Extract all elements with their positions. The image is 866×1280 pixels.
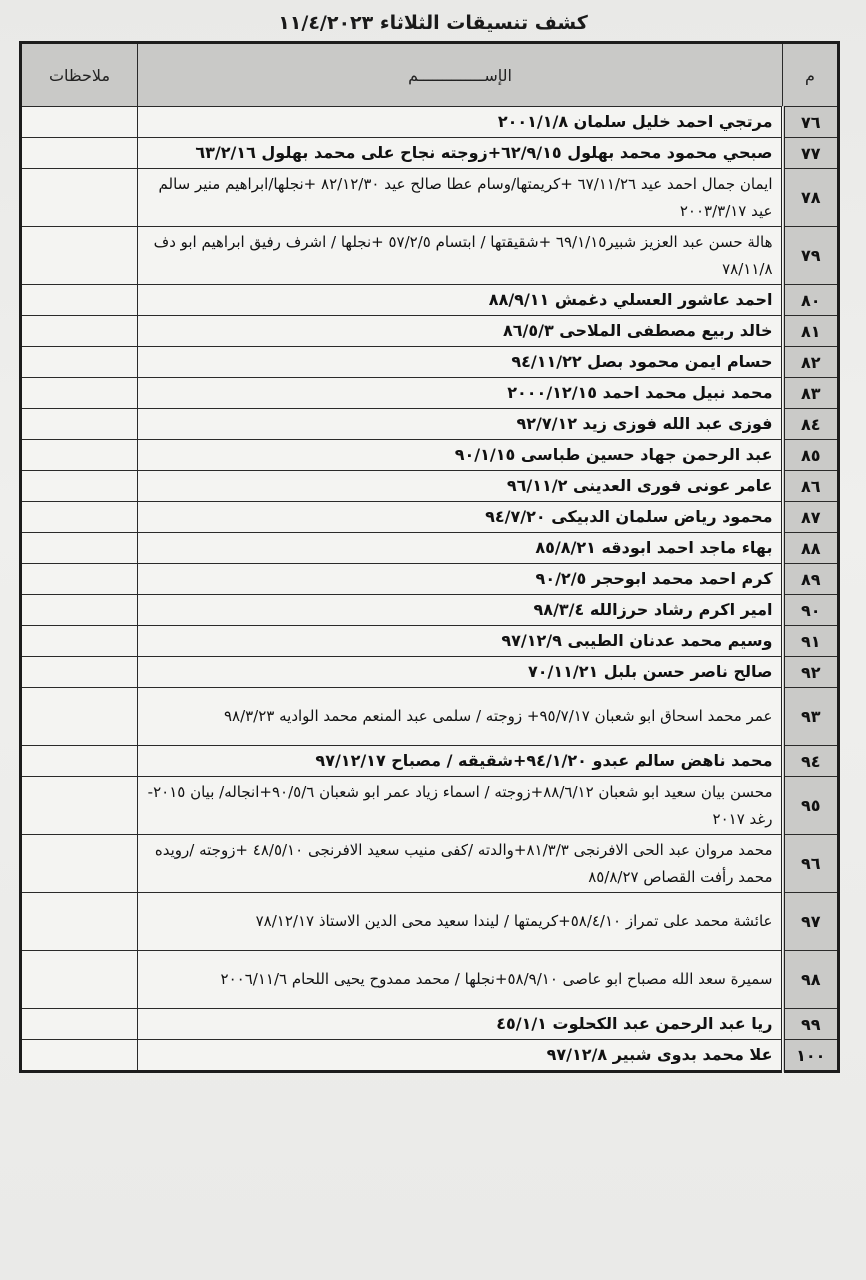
row-name: سميرة سعد الله مصباح ابو عاصى ٥٨/٩/١٠+نجلها / محمد ممدوح يحيى اللحام ٢٠٠٦/١١/٦ [138,951,783,1009]
row-notes [21,951,138,1009]
row-notes [21,746,138,777]
row-name: وسيم محمد عدنان الطيبى ٩٧/١٢/٩ [138,626,783,657]
row-notes [21,138,138,169]
table-row [21,688,839,746]
row-notes [21,227,138,285]
row-number: ٨١ [783,316,839,347]
row-name: مرتجي احمد خليل سلمان ٢٠٠١/١/٨ [138,107,783,138]
row-notes [21,777,138,835]
row-number: ٧٦ [783,107,839,138]
table-row [21,107,839,138]
row-notes [21,347,138,378]
row-notes [21,169,138,227]
row-number: ٨٣ [783,378,839,409]
table-row [21,835,839,893]
row-number: ٧٧ [783,138,839,169]
table-row [21,951,839,1009]
table-row [21,502,839,533]
table-row [21,657,839,688]
row-name: ايمان جمال احمد عيد ٦٧/١١/٢٦ +كريمتها/وسام عطا صالح عيد ٨٢/١٢/٣٠ +نجلها/ابراهيم منير سالم عيد ٢٠٠٣/٣/١٧ [138,169,783,227]
row-name: امير اكرم رشاد حرزالله ٩٨/٣/٤ [138,595,783,626]
row-number: ٨٥ [783,440,839,471]
row-name: حسام ايمن محمود بصل ٩٤/١١/٢٢ [138,347,783,378]
row-notes [21,893,138,951]
table-row [21,1040,839,1072]
table-row [21,347,839,378]
table-row [21,471,839,502]
table-row [21,564,839,595]
row-number: ٩٣ [783,688,839,746]
row-name: فوزى عبد الله فوزى زيد ٩٢/٧/١٢ [138,409,783,440]
row-name: محمد نبيل محمد احمد ٢٠٠٠/١٢/١٥ [138,378,783,409]
row-name: محمود رياض سلمان الدبيكى ٩٤/٧/٢٠ [138,502,783,533]
table-row [21,285,839,316]
row-notes [21,440,138,471]
row-name: علا محمد بدوى شبير ٩٧/١٢/٨ [138,1040,783,1072]
table-row [21,533,839,564]
row-number: ٩٦ [783,835,839,893]
row-notes [21,316,138,347]
row-name: خالد ربيع مصطفى الملاحى ٨٦/٥/٣ [138,316,783,347]
row-name: احمد عاشور العسلي دغمش ٨٨/٩/١١ [138,285,783,316]
table-row [21,378,839,409]
row-number: ٩١ [783,626,839,657]
table-row [21,227,839,285]
row-name: هالة حسن عبد العزيز شبير٦٩/١/١٥ +شقيقتها / ابتسام ٥٧/٢/٥ +نجلها / اشرف رفيق ابراهيم ابو دف ٧٨/١١/٨ [138,227,783,285]
row-number: ٧٨ [783,169,839,227]
row-name: عامر عونى فورى العدينى ٩٦/١١/٢ [138,471,783,502]
row-number: ٨٨ [783,533,839,564]
table-row [21,1009,839,1040]
row-name: عمر محمد اسحاق ابو شعبان ٩٥/٧/١٧+ زوجته / سلمى عبد المنعم محمد الواديه ٩٨/٣/٢٣ [138,688,783,746]
table-row [21,595,839,626]
row-notes [21,835,138,893]
row-number: ٨٠ [783,285,839,316]
row-notes [21,626,138,657]
row-notes [21,657,138,688]
table-header-row [21,43,839,107]
row-notes [21,595,138,626]
table-row [21,169,839,227]
row-notes [21,533,138,564]
table-row [21,316,839,347]
row-name: كرم احمد محمد ابوحجر ٩٠/٢/٥ [138,564,783,595]
column-header-name: الإســــــــــــــم [138,43,783,107]
row-notes [21,409,138,440]
row-number: ٩٢ [783,657,839,688]
table-row [21,746,839,777]
row-name: صالح ناصر حسن بلبل ٧٠/١١/٢١ [138,657,783,688]
table-row [21,440,839,471]
row-number: ٨٤ [783,409,839,440]
row-name: بهاء ماجد احمد ابودقه ٨٥/٨/٢١ [138,533,783,564]
table-row [21,777,839,835]
row-name: عائشة محمد على تمراز ٥٨/٤/١٠+كريمتها / ليندا سعيد محى الدين الاستاذ ٧٨/١٢/١٧ [138,893,783,951]
row-name: محمد ناهض سالم عبدو ٩٤/١/٢٠+شقيقه / مصباح ٩٧/١٢/١٧ [138,746,783,777]
row-number: ٩٧ [783,893,839,951]
row-number: ٩٤ [783,746,839,777]
row-number: ٨٩ [783,564,839,595]
table-row [21,626,839,657]
column-header-number: م [783,43,839,107]
row-name: عبد الرحمن جهاد حسين طباسى ٩٠/١/١٥ [138,440,783,471]
row-name: ريا عبد الرحمن عبد الكحلوت ٤٥/١/١ [138,1009,783,1040]
row-name: صبحي محمود محمد بهلول ٦٢/٩/١٥+زوجته نجاح على محمد بهلول ٦٣/٢/١٦ [138,138,783,169]
row-notes [21,285,138,316]
table-row [21,409,839,440]
table-row [21,138,839,169]
column-header-notes: ملاحظات [21,43,138,107]
row-name: محسن بيان سعيد ابو شعبان ٨٨/٦/١٢+زوجته / اسماء زياد عمر ابو شعبان ٩٠/٥/٦+انجاله/ بيان ٢٠١٥- رغد ٢٠١٧ [138,777,783,835]
page-title: كشف تنسيقات الثلاثاء ١١/٤/٢٠٢٣ [278,12,588,34]
row-notes [21,1009,138,1040]
row-number: ٧٩ [783,227,839,285]
row-number: ٨٧ [783,502,839,533]
row-number: ٩٨ [783,951,839,1009]
row-notes [21,564,138,595]
row-number: ٩٩ [783,1009,839,1040]
row-name: محمد مروان عبد الحى الافرنجى ٨١/٣/٣+والدته /كفى منيب سعيد الافرنجى ٤٨/٥/١٠ +زوجته /رويده محمد رأفت القصاص ٨٥/٨/٢٧ [138,835,783,893]
row-number: ١٠٠ [783,1040,839,1072]
row-notes [21,688,138,746]
row-notes [21,502,138,533]
row-notes [21,471,138,502]
roster-table [19,41,840,1073]
row-number: ٩٥ [783,777,839,835]
row-number: ٩٠ [783,595,839,626]
table-row [21,893,839,951]
row-number: ٨٢ [783,347,839,378]
row-notes [21,378,138,409]
row-number: ٨٦ [783,471,839,502]
row-notes [21,1040,138,1072]
row-notes [21,107,138,138]
